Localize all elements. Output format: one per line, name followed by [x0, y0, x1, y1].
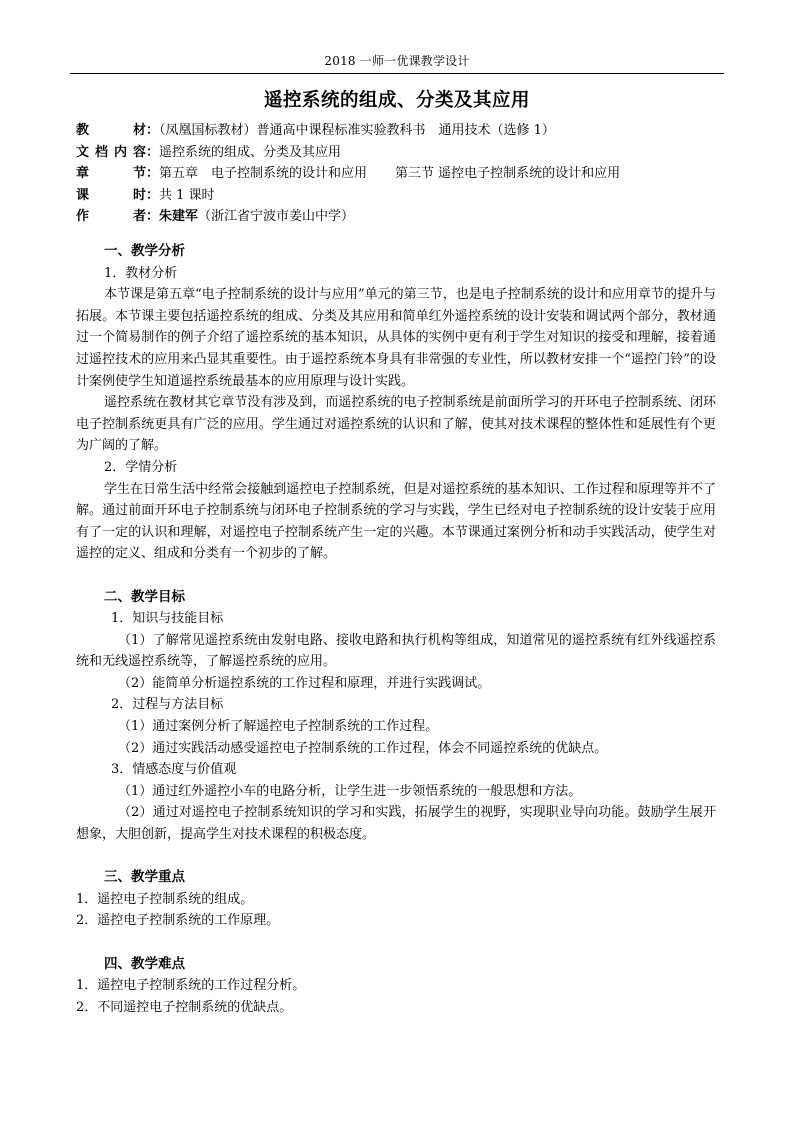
list-item: （1）通过案例分析了解遥控电子控制系统的工作过程。 — [118, 719, 439, 735]
meta-content-label: 文档内容 — [76, 144, 146, 160]
meta-textbook — [76, 120, 736, 142]
list-item: 2．不同遥控电子控制系统的优缺点。 — [76, 999, 293, 1015]
section-title-difficulties: 四、教学难点 — [104, 955, 185, 972]
meta-content-value: 遥控系统的组成、分类及其应用 — [159, 144, 342, 160]
meta-textbook-value: （凤凰国标教材）普通高中课程标准实验教科书 通用技术（选修 1） — [159, 123, 555, 138]
subsection-title: 1．教材分析 — [104, 265, 178, 281]
meta-colon: ： — [146, 144, 160, 160]
document-title: 遥控系统的组成、分类及其应用 — [263, 90, 530, 111]
section-title-key-points: 三、教学重点 — [104, 869, 185, 886]
meta-chapter-value-2: 第三节 遥控电子控制系统的设计和应用 — [395, 166, 621, 181]
meta-colon: ： — [146, 209, 160, 224]
meta-author-name: 朱建军 — [159, 209, 199, 224]
section-gap — [76, 846, 716, 868]
list-item: 1．遥控电子控制系统的工作过程分析。 — [76, 978, 306, 994]
meta-author-school: （浙江省宁波市姜山中学） — [198, 209, 355, 224]
paragraph: 遥控系统在教材其它章节没有涉及到，而遥控系统的电子控制系统是前面所学习的开环电子控制系统、闭环电子控制系统更具有广泛的应用。学生通过对遥控系统的认识和了解，使其对技术课程的整体性和延展性有个更为广阔的了解。 — [76, 395, 716, 454]
meta-author — [76, 206, 736, 228]
list-item: （2）通过对遥控电子控制系统知识的学习和实践，拓展学生的视野，实现职业导向功能。鼓励学生展开想象，大胆创新，提高学生对技术课程的积极态度。 — [76, 805, 716, 843]
document-meta — [76, 120, 736, 228]
list-item: （2）能简单分析遥控系统的工作过程和原理，并进行实践调试。 — [118, 675, 491, 691]
section-gap — [76, 565, 716, 587]
section-gap — [76, 932, 716, 954]
meta-colon: ： — [146, 187, 160, 203]
list-item: （2）通过实践活动感受遥控电子控制系统的工作过程，体会不同遥控系统的优缺点。 — [118, 740, 608, 756]
header-rule — [70, 73, 724, 74]
section-title-analysis: 一、教学分析 — [104, 243, 185, 259]
meta-colon: ： — [146, 166, 160, 181]
document-body — [76, 241, 716, 1018]
paragraph: 学生在日常生活中经常会接触到遥控电子控制系统，但是对遥控系统的基本知识、工作过程和原理等并不了解。通过前面开环电子控制系统与闭环电子控制系统的学习与实践，学生已经对电子控制系统的设计安装于应用有了一定的认识和理解，对遥控电子控制系统产生一定的兴趣。本节课通过案例分析和动手实践活动，使学生对遥控的定义、组成和分类有一个初步的了解。 — [76, 481, 716, 562]
meta-hours — [76, 185, 736, 207]
meta-colon: ： — [146, 123, 160, 138]
meta-chapter-value-1: 第五章 电子控制系统的设计和应用 — [159, 166, 368, 181]
meta-textbook-label: 教 材 — [76, 123, 146, 138]
paragraph: 本节课是第五章“电子控制系统的设计与应用”单元的第三节，也是电子控制系统的设计和应用章节的提升与拓展。本节课主要包括遥控系统的组成、分类及其应用和简单红外遥控系统的设计安装和调试两个部分，教材通过一个简易制作的例子介绍了遥控系统的基本知识，从具体的实例中更有利于学生对知识的接受和理解，接着通过遥控技术的应用来凸显其重要性。由于遥控系统本身具有非常强的专业性，所以教材安排一个“遥控门铃”的设计案例使学生知道遥控系统最基本的应用原理与设计实践。 — [76, 287, 716, 389]
subsection-title: 1．知识与技能目标 — [111, 611, 224, 627]
section-title-objectives: 二、教学目标 — [104, 588, 185, 605]
subsection-title: 3．情感态度与价值观 — [111, 762, 237, 778]
meta-hours-value: 共 1 课时 — [159, 187, 215, 203]
meta-chapter-label: 章 节 — [76, 166, 146, 181]
meta-chapter — [76, 163, 736, 185]
list-item: 1．遥控电子控制系统的组成。 — [76, 891, 254, 907]
subsection-title: 2．过程与方法目标 — [111, 697, 224, 713]
meta-hours-label: 课 时 — [76, 187, 146, 203]
meta-content — [76, 142, 736, 164]
page-header: 2018 一师一优课教学设计 — [324, 54, 470, 68]
list-item: （1）通过红外遥控小车的电路分析，让学生进一步领悟系统的一般思想和方法。 — [118, 783, 582, 799]
subsection-title: 2．学情分析 — [104, 459, 178, 475]
meta-author-label: 作 者 — [76, 209, 146, 224]
list-item: 2．遥控电子控制系统的工作原理。 — [76, 913, 280, 929]
list-item: （1）了解常见遥控系统由发射电路、接收电路和执行机构等组成，知道常见的遥控系统有红外线遥控系统和无线遥控系统等，了解遥控系统的应用。 — [76, 632, 716, 670]
